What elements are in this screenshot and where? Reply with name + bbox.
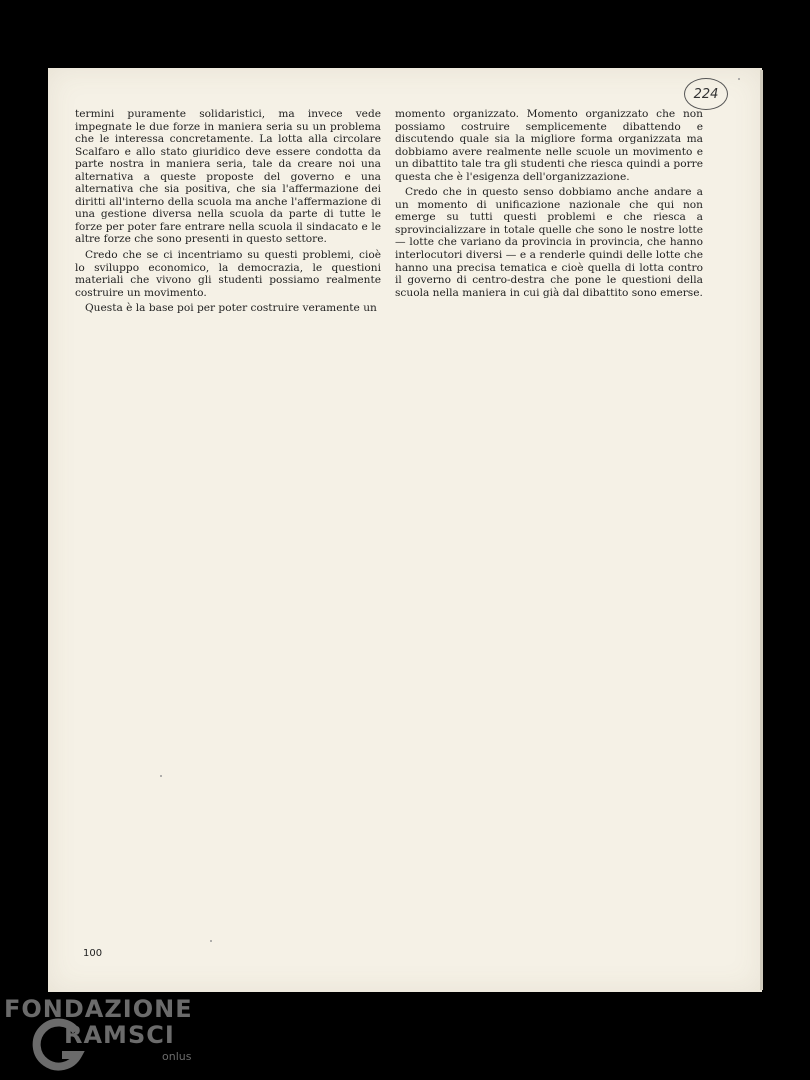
right-column [395, 108, 703, 302]
page-number: 100 [83, 948, 103, 959]
left-paragraph-2: Credo che se ci incentriamo su questi problemi, cioè lo sviluppo economico, la democrazia, le questioni materiali che vivono gli studenti possiamo realmente costruire un movimento. [75, 249, 381, 299]
logo-text-onlus: onlus [162, 1050, 192, 1063]
left-column [75, 108, 381, 318]
archive-stamp: 224 [684, 78, 728, 110]
logo-text-gramsci: RAMSCI [64, 1021, 175, 1049]
document-page [48, 68, 762, 992]
fondazione-gramsci-logo [4, 995, 204, 1075]
paper-speck [210, 940, 212, 942]
left-paragraph-1: termini puramente solidaristici, ma invece vede impegnate le due forze in maniera seria su un problema che le interessa concretamente. La lotta alla circolare Scalfaro e allo stato giuridico deve essere condotta da parte nostra in maniera seria, tale da creare noi una alternativa a queste proposte del governo e una alternativa che sia positiva, che sia l'affermazione dei diritti all'interno della scuola ma anche l'affermazione di una gestione diversa nella scuola da parte di tutte le forze per poter fare entrare nella scuola il sindacato e le altre forze che sono presenti in questo settore. [75, 108, 381, 246]
paper-speck [160, 775, 162, 777]
left-paragraph-3: Questa è la base poi per poter costruire veramente un [85, 302, 377, 315]
right-paragraph-2: Credo che in questo senso dobbiamo anche andare a un momento di unificazione nazionale che qui non emerge su tutti questi problemi e che riesca a sprovincializzare in totale quelle che sono le nostre lotte — lotte che variano da provincia in provincia, che hanno interlocutori diversi — e a renderle quindi delle lotte che hanno una precisa tematica e cioè quella di lotta contro il governo di centro-destra che pone le questioni della scuola nella maniera in cui già dal dibattito sono emerse. [395, 186, 703, 299]
page-edge [760, 70, 763, 990]
right-paragraph-1: momento organizzato. Momento organizzato che non possiamo costruire semplicemente dibattendo e discutendo quale sia la migliore forma organizzata ma dobbiamo avere realmente nelle scuole un movimento e un dibattito tale tra gli studenti che riesca quindi a porre questa che è l'esigenza dell'organizzazione. [395, 108, 703, 183]
paper-speck [738, 78, 740, 80]
logo-text-fondazione: FONDAZIONE [4, 995, 193, 1023]
